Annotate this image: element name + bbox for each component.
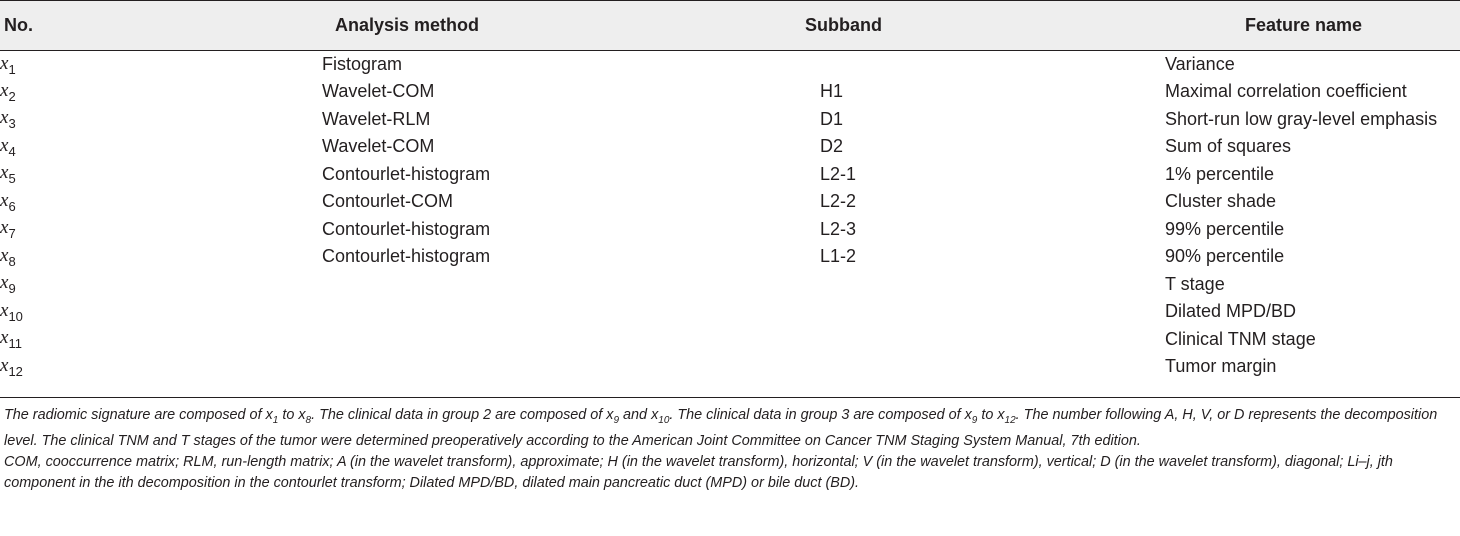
var-subscript: 12 xyxy=(1004,414,1016,426)
cell-feature: Short-run low gray-level emphasis xyxy=(1165,108,1438,129)
var-subscript: 9 xyxy=(613,414,620,426)
footnote-text: . The clinical data in group 2 are composed of xyxy=(311,407,607,423)
cell-method: Contourlet-histogram xyxy=(322,163,491,184)
var-symbol: x xyxy=(964,407,972,423)
cell-feature: 1% percentile xyxy=(1165,163,1275,184)
var-subscript: 10 xyxy=(8,308,23,324)
footnote-text: . The number following A, H, V, or D represents the decomposition level. The clinical TNM and T stages of the tumor were determined preoperatively according to the American Joint Committee on Cancer TNM Staging System Manual, 7th edition. xyxy=(4,407,1438,449)
cell-subband: D1 xyxy=(820,108,844,129)
var-subscript: 1 xyxy=(8,61,16,77)
var-subscript: 7 xyxy=(8,226,16,242)
cell-subband: L2-1 xyxy=(820,163,857,184)
cell-method xyxy=(300,326,630,354)
cell-feature: T stage xyxy=(1165,273,1225,294)
cell-feature: Maximal correlation coefficient xyxy=(1165,81,1407,102)
cell-method: Wavelet-RLM xyxy=(322,108,431,129)
cell-feature: Dilated MPD/BD xyxy=(1165,301,1297,322)
cell-feature: Clinical TNM stage xyxy=(1165,328,1316,349)
var-subscript: 4 xyxy=(8,143,16,159)
var-symbol: x xyxy=(0,272,9,294)
var-symbol: x xyxy=(0,217,9,239)
var-subscript: 1 xyxy=(272,414,279,426)
table-row xyxy=(0,78,1460,106)
table-row xyxy=(0,133,1460,161)
footnote-text: The radiomic signature are composed of xyxy=(4,407,266,423)
cell-subband: D2 xyxy=(820,136,844,157)
cell-method: Contourlet-histogram xyxy=(322,246,491,267)
cell-subband: L1-2 xyxy=(820,246,857,267)
table-row xyxy=(0,243,1460,271)
cell-subband xyxy=(630,326,1165,354)
cell-subband xyxy=(630,271,1165,299)
cell-method: Wavelet-COM xyxy=(322,81,435,102)
table-row xyxy=(0,298,1460,326)
header-row xyxy=(0,1,1460,51)
var-subscript: 6 xyxy=(8,198,16,214)
cell-method: Contourlet-COM xyxy=(322,191,454,212)
table-row xyxy=(0,353,1460,381)
var-symbol: x xyxy=(0,354,9,376)
footnote-text: to xyxy=(977,407,998,423)
cell-subband: L2-2 xyxy=(820,191,857,212)
var-symbol: x xyxy=(0,299,9,321)
cell-no xyxy=(0,216,300,244)
cell-feature: Tumor margin xyxy=(1165,356,1277,377)
table-body xyxy=(0,51,1460,381)
table-row xyxy=(0,51,1460,79)
var-symbol: x xyxy=(997,407,1005,423)
var-subscript: 5 xyxy=(8,171,16,187)
table-row xyxy=(0,188,1460,216)
var-symbol: x xyxy=(0,327,9,349)
var-symbol: x xyxy=(0,79,9,101)
var-subscript: 9 xyxy=(971,414,978,426)
header-no: No. xyxy=(4,15,33,35)
cell-subband: L2-3 xyxy=(820,218,857,239)
var-symbol: x xyxy=(0,189,9,211)
footnote-text: and xyxy=(619,407,652,423)
var-subscript: 9 xyxy=(8,281,16,297)
cell-subband xyxy=(630,51,1165,79)
var-subscript: 10 xyxy=(658,414,670,426)
cell-subband: H1 xyxy=(820,81,844,102)
footnote-paragraph-2: COM, cooccurrence matrix; RLM, run-length matrix; A (in the wavelet transform), approximate; H (in the wavelet transform), horizontal; V (in the wavelet transform), vertical; D (in the wavelet transform), diagonal; Li–j, jth component in the ith decomposition in the contourlet transform; Dilated MPD/BD, dilated main pancreatic duct (MPD) or bile duct (BD). xyxy=(4,453,1393,491)
cell-no xyxy=(0,271,300,299)
var-subscript: 3 xyxy=(8,116,16,132)
cell-method xyxy=(300,298,630,326)
cell-method: Fistogram xyxy=(322,54,403,74)
cell-no xyxy=(0,326,300,354)
table-row xyxy=(0,326,1460,354)
cell-method: Wavelet-COM xyxy=(322,136,435,157)
cell-method xyxy=(300,353,630,381)
cell-no xyxy=(0,188,300,216)
cell-method: Contourlet-histogram xyxy=(322,218,491,239)
cell-feature: 99% percentile xyxy=(1165,218,1285,239)
table-bottom-rule xyxy=(0,397,1460,398)
cell-subband xyxy=(630,298,1165,326)
cell-no xyxy=(0,298,300,326)
cell-no xyxy=(0,51,300,79)
table-row xyxy=(0,216,1460,244)
cell-no xyxy=(0,161,300,189)
header-feature-name: Feature name xyxy=(1245,15,1363,35)
var-symbol: x xyxy=(0,244,9,266)
cell-no xyxy=(0,78,300,106)
table-footnote xyxy=(4,405,1456,494)
table-row xyxy=(0,106,1460,134)
cell-no xyxy=(0,353,300,381)
var-symbol: x xyxy=(0,52,9,74)
var-symbol: x xyxy=(0,162,9,184)
var-symbol: x xyxy=(298,407,306,423)
cell-feature: 90% percentile xyxy=(1165,246,1285,267)
cell-method xyxy=(300,271,630,299)
cell-no xyxy=(0,106,300,134)
table-row xyxy=(0,161,1460,189)
cell-subband xyxy=(630,353,1165,381)
table-row xyxy=(0,271,1460,299)
table-header xyxy=(0,1,1460,51)
var-symbol: x xyxy=(265,407,273,423)
header-analysis-method: Analysis method xyxy=(335,15,480,35)
var-subscript: 2 xyxy=(8,88,16,104)
var-symbol: x xyxy=(0,107,9,129)
footnote-paragraph-1 xyxy=(4,405,1456,452)
var-symbol: x xyxy=(0,134,9,156)
header-subband: Subband xyxy=(805,15,882,35)
cell-feature: Cluster shade xyxy=(1165,191,1277,212)
cell-feature: Sum of squares xyxy=(1165,136,1292,157)
var-subscript: 8 xyxy=(305,414,312,426)
cell-no xyxy=(0,133,300,161)
footnote-text: . The clinical data in group 3 are composed of xyxy=(669,407,965,423)
var-symbol: x xyxy=(651,407,659,423)
cell-no xyxy=(0,243,300,271)
cell-feature: Variance xyxy=(1165,54,1235,74)
var-subscript: 8 xyxy=(8,253,16,269)
var-subscript: 12 xyxy=(8,363,23,379)
footnote-text: to xyxy=(278,407,299,423)
var-subscript: 11 xyxy=(8,336,22,352)
var-symbol: x xyxy=(606,407,614,423)
